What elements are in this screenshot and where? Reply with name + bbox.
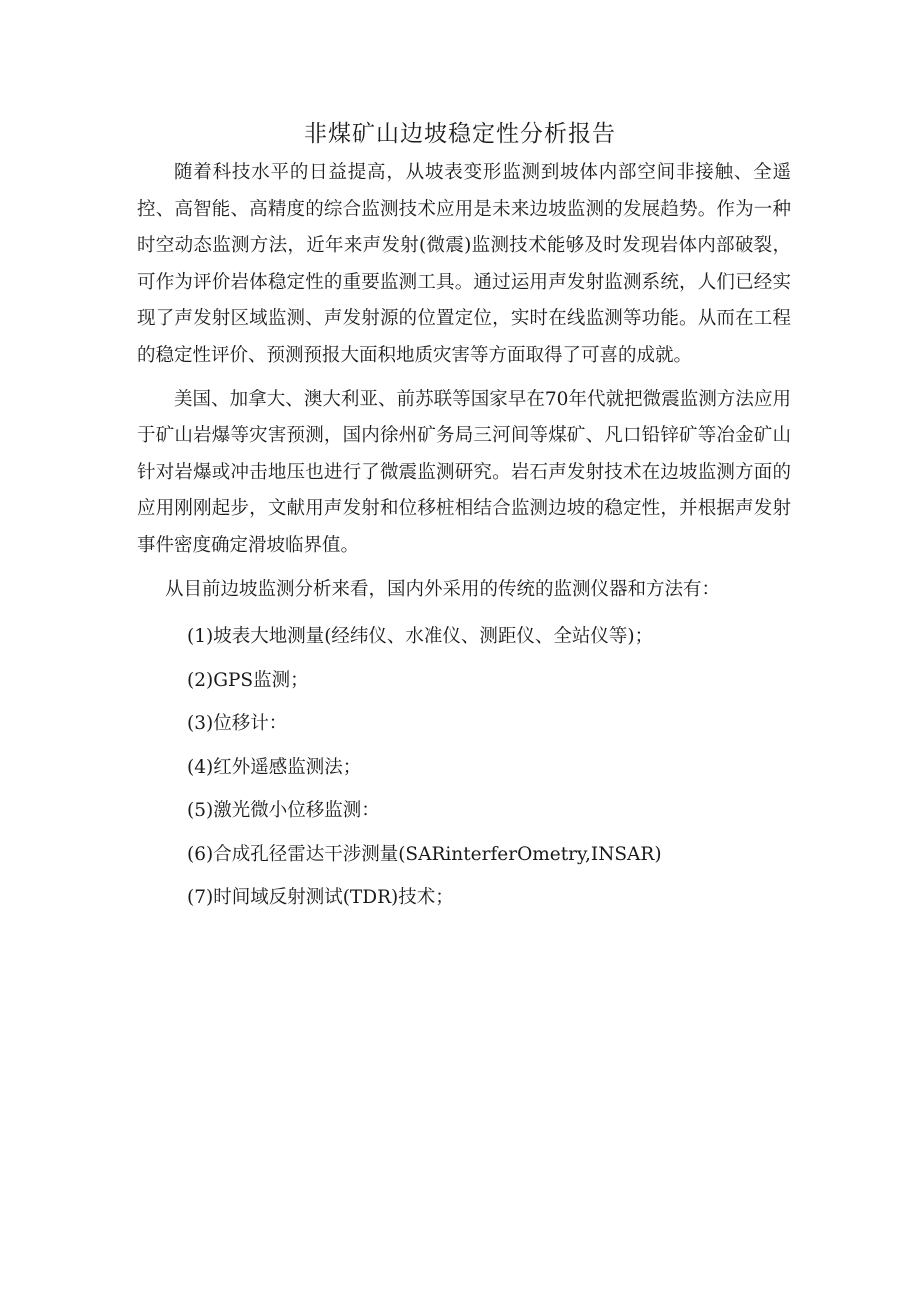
monitoring-methods-list (137, 615, 791, 920)
list-item: (5)激光微小位移监测： (187, 800, 380, 822)
paragraph-microseismic-history: 美国、加拿大、澳大利亚、前苏联等国家早在70年代就把微震监测方法应用于矿山岩爆等灾害预测，国内徐州矿务局三河间等煤矿、凡口铅锌矿等冶金矿山针对岩爆或冲击地压也进行了微震监测研究。岩石声发射技术在边坡监测方面的应用刚刚起步，文献用声发射和位移桩相结合监测边坡的稳定性，并根据声发射事件密度确定滑坡临界值。 (137, 388, 791, 556)
list-item: (7)时间域反射测试(TDR)技术； (187, 887, 454, 909)
list-item: (4)红外遥感监测法； (187, 756, 362, 778)
list-item: (3)位移计： (187, 713, 288, 735)
document-body (137, 155, 791, 920)
list-item: (6)合成孔径雷达干涉测量(SARinterferOmetry,INSAR) (187, 843, 662, 865)
document-title: 非煤矿山边坡稳定性分析报告 (304, 121, 616, 147)
paragraph-monitoring-trends: 随着科技水平的日益提高，从坡表变形监测到坡体内部空间非接触、全遥控、高智能、高精度的综合监测技术应用是未来边坡监测的发展趋势。作为一种时空动态监测方法，近年来声发射(微震)监测技术能够及时发现岩体内部破裂，可作为评价岩体稳定性的重要监测工具。通过运用声发射监测系统，人们已经实现了声发射区域监测、声发射源的位置定位，实时在线监测等功能。从而在工程的稳定性评价、预测预报大面积地质灾害等方面取得了可喜的成就。 (137, 162, 791, 366)
list-item: (1)坡表大地测量(经纬仪、水准仪、测距仪、全站仪等)； (187, 626, 654, 648)
list-item: (2)GPS监测； (187, 669, 309, 691)
list-intro: 从目前边坡监测分析来看，国内外采用的传统的监测仪器和方法有： (165, 578, 721, 600)
